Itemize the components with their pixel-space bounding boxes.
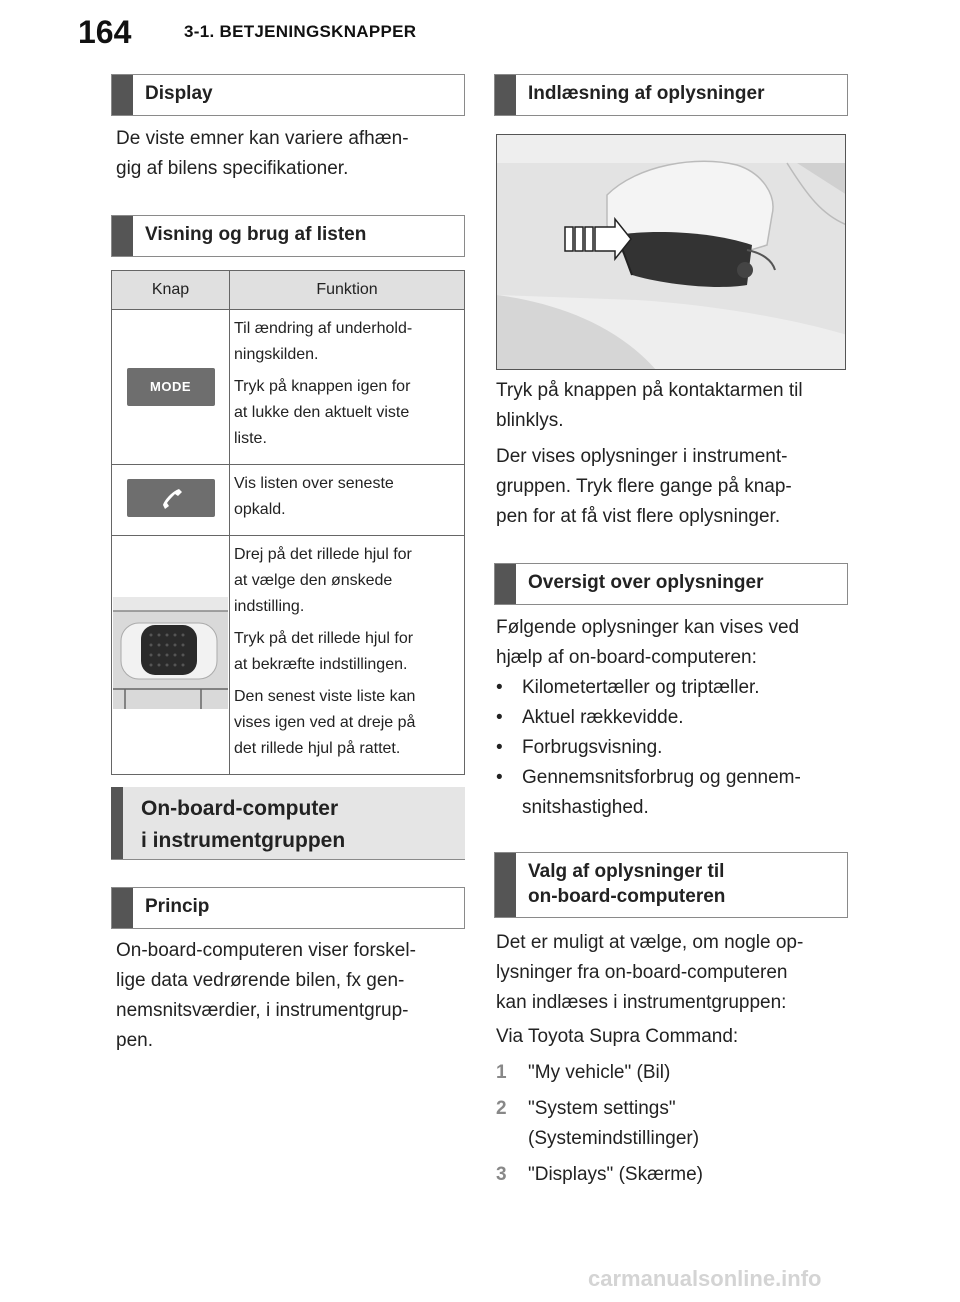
mode-button-icon: MODE	[127, 368, 215, 406]
table-cell-icon	[112, 310, 230, 465]
heading-bar	[112, 888, 133, 928]
section-heading-list	[111, 215, 465, 257]
cell-paragraph: Tryk på knappen igen for at lukke den aktuelt viste liste.	[234, 378, 411, 447]
list-item: • Aktuel rækkevidde.	[496, 707, 684, 728]
principle-paragraph	[116, 936, 466, 1056]
section-heading-display	[111, 74, 465, 116]
function-table	[111, 270, 465, 775]
cell-paragraph: Vis listen over seneste opkald.	[234, 475, 394, 518]
heading-text: Display	[145, 83, 213, 104]
text-line: Følgende oplysninger kan vises ved	[496, 617, 800, 638]
heading-bar	[112, 216, 133, 256]
heading-text: Valg af oplysninger til on-board-computeren	[528, 861, 726, 907]
section-heading-overview	[494, 563, 848, 605]
list-item: • Forbrugsvisning.	[496, 737, 663, 758]
heading-bar	[495, 564, 516, 604]
text-line: nemsnitsværdier, i instrumentgrup-	[116, 1000, 409, 1021]
cell-paragraph: Drej på det rillede hjul for at vælge den ønskede indstilling.	[234, 546, 412, 615]
heading-bar	[495, 853, 516, 917]
section-heading-obc	[111, 787, 465, 860]
text-line: hjælp af on-board-computeren:	[496, 647, 757, 668]
heading-text: Princip	[145, 896, 210, 917]
load-paragraph	[496, 376, 856, 536]
step-item: 1 "My vehicle" (Bil)	[496, 1062, 671, 1083]
heading-bar	[495, 75, 516, 115]
phone-button-icon	[127, 479, 215, 517]
text-line: lige data vedrørende bilen, fx gen-	[116, 970, 405, 991]
stalk-button-photo	[496, 134, 846, 370]
step-item: 2 "System settings" (Systemindstillinger)	[496, 1098, 700, 1149]
step-item: 3 "Displays" (Skærme)	[496, 1164, 704, 1185]
col-header-button: Knap	[112, 271, 230, 310]
paragraph: Der vises oplysninger i instrument- gruppen. Tryk flere gange på knap- pen for at få vist flere oplysninger.	[496, 446, 792, 527]
section-heading-select	[494, 852, 848, 918]
heading-text: Indlæsning af oplysninger	[528, 83, 765, 104]
chapter-title: 3-1. BETJENINGSKNAPPER	[184, 22, 417, 41]
heading-text: Visning og brug af listen	[145, 224, 367, 245]
heading-bar	[111, 787, 123, 859]
overview-list	[496, 613, 856, 823]
text-line: On-board-computeren viser forskel-	[116, 940, 416, 961]
paragraph: Tryk på knappen på kontaktarmen til blinklys.	[496, 380, 803, 431]
display-paragraph	[116, 124, 466, 184]
table-row	[112, 465, 465, 536]
table-cell-function	[230, 536, 465, 775]
select-paragraph	[496, 928, 856, 1056]
table-row	[112, 536, 465, 775]
cell-paragraph: Tryk på det rillede hjul for at bekræfte indstillingen.	[234, 630, 414, 673]
table-cell-function	[230, 310, 465, 465]
page-number: 164	[78, 14, 132, 50]
heading-text: Oversigt over oplysninger	[528, 572, 764, 593]
section-heading-principle	[111, 887, 465, 929]
heading-text: On-board-computer i instrumentgruppen	[141, 797, 346, 852]
steps-list	[496, 1058, 856, 1196]
paragraph: Via Toyota Supra Command:	[496, 1026, 739, 1047]
table-cell-function	[230, 465, 465, 536]
table-row	[112, 310, 465, 465]
table-cell-icon	[112, 465, 230, 536]
text-line: De viste emner kan variere afhæn-	[116, 128, 409, 149]
col-header-function: Funktion	[230, 271, 465, 310]
list-item: • Kilometertæller og triptæller.	[496, 677, 760, 698]
list-item: • Gennemsnitsforbrug og gennem- snitshastighed.	[496, 767, 801, 818]
text-line: gig af bilens specifikationer.	[116, 158, 349, 179]
section-heading-load	[494, 74, 848, 116]
paragraph: Det er muligt at vælge, om nogle op- lysninger fra on-board-computeren kan indlæses i instrumentgruppen:	[496, 932, 804, 1013]
cell-paragraph: Den senest viste liste kan vises igen ved at dreje på det rillede hjul på rattet.	[234, 688, 416, 757]
scroll-wheel-icon	[113, 597, 228, 709]
cell-paragraph: Til ændring af underhold- ningskilden.	[234, 320, 413, 363]
heading-bar	[112, 75, 133, 115]
table-header-row	[112, 271, 465, 310]
table-cell-icon	[112, 536, 230, 775]
text-line: pen.	[116, 1030, 153, 1051]
watermark: carmanualsonline.info	[588, 1266, 822, 1291]
